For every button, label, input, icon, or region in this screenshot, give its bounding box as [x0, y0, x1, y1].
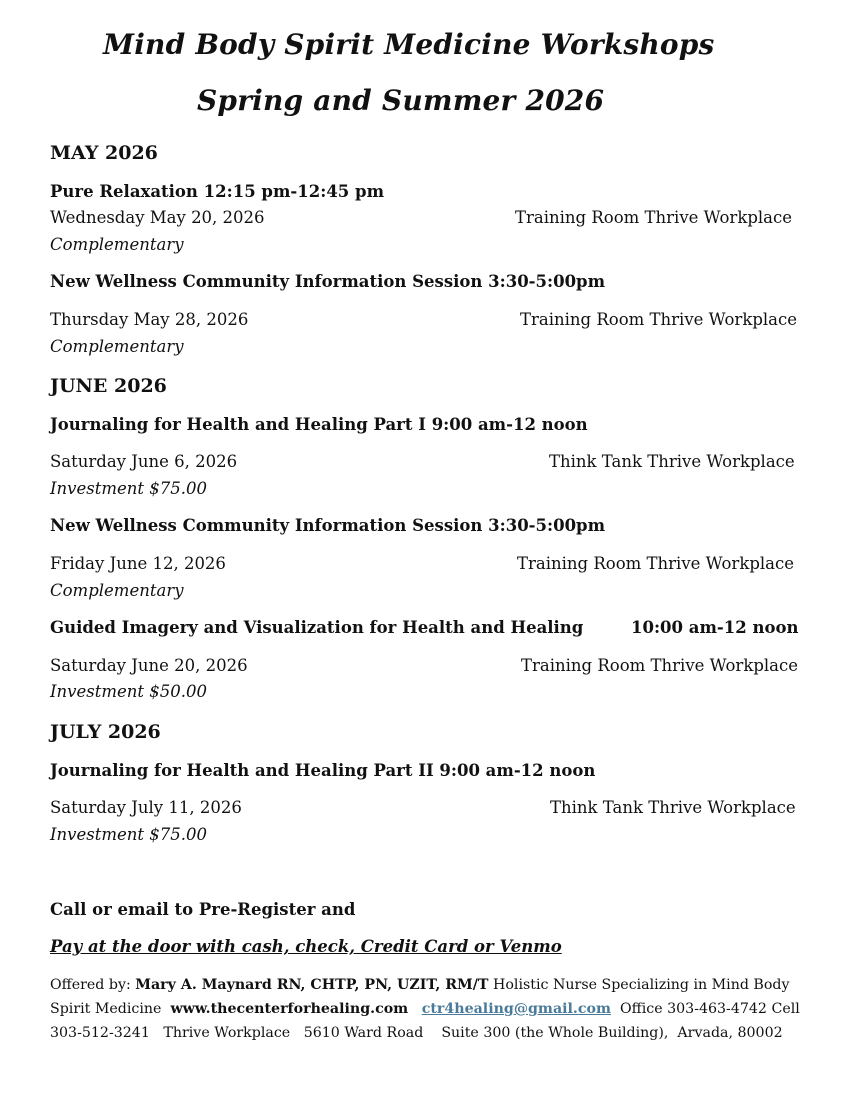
presenter-name: Mary A. Maynard RN, CHTP, PN, UZIT, RM/T — [135, 977, 489, 993]
event-price: Complementary — [50, 337, 184, 356]
event-title: Journaling for Health and Healing Part I 9:00 am-12 noon — [50, 415, 588, 434]
event-price: Investment $75.00 — [50, 479, 207, 498]
website-link[interactable]: www.thecenterforhealing.com — [170, 1001, 409, 1017]
event-title: Journaling for Health and Healing Part II 9:00 am-12 noon — [50, 761, 596, 780]
page-subtitle: Spring and Summer 2026 — [197, 84, 605, 117]
email-link[interactable]: ctr4healing@gmail.com — [421, 1001, 611, 1017]
page-title: Mind Body Spirit Medicine Workshops — [103, 28, 715, 61]
phone-numbers: Office 303-463-4742 Cell 303-512-3241 — [50, 1001, 800, 1041]
payment-note: Pay at the door with cash, check, Credit Card or Venmo — [50, 937, 562, 956]
event-title: Guided Imagery and Visualization for Health and Healing — [50, 618, 584, 637]
event-date: Saturday June 6, 2026 — [50, 452, 238, 471]
month-heading: MAY 2026 — [50, 142, 158, 164]
event-price: Investment $50.00 — [50, 682, 207, 701]
event-location: Training Room Thrive Workplace — [520, 310, 797, 329]
event-location: Think Tank Thrive Workplace — [549, 452, 795, 471]
registration-heading: Call or email to Pre-Register and — [50, 900, 356, 919]
event-date: Thursday May 28, 2026 — [50, 310, 249, 329]
footer-contact — [50, 973, 800, 1045]
presenter-description: Holistic Nurse Specializing in Mind Body Spirit Medicine — [50, 977, 790, 1017]
offered-by-label: Offered by: — [50, 977, 131, 993]
event-title: New Wellness Community Information Session 3:30-5:00pm — [50, 272, 606, 291]
event-price: Complementary — [50, 581, 184, 600]
event-title: Pure Relaxation 12:15 pm-12:45 pm — [50, 182, 385, 201]
event-price: Complementary — [50, 235, 184, 254]
event-location: Training Room Thrive Workplace — [515, 208, 792, 227]
event-date: Saturday June 20, 2026 — [50, 656, 248, 675]
event-price: Investment $75.00 — [50, 825, 207, 844]
month-heading: JUNE 2026 — [50, 375, 167, 397]
event-location: Training Room Thrive Workplace — [517, 554, 794, 573]
address: Thrive Workplace 5610 Ward Road Suite 300 (the Whole Building), Arvada, 80002 — [163, 1025, 783, 1041]
event-date: Friday June 12, 2026 — [50, 554, 226, 573]
event-date: Wednesday May 20, 2026 — [50, 208, 265, 227]
event-time: 10:00 am-12 noon — [631, 618, 799, 637]
event-date: Saturday July 11, 2026 — [50, 798, 242, 817]
event-title: New Wellness Community Information Session 3:30-5:00pm — [50, 516, 606, 535]
event-location: Think Tank Thrive Workplace — [550, 798, 796, 817]
month-heading: JULY 2026 — [50, 721, 161, 743]
event-location: Training Room Thrive Workplace — [521, 656, 798, 675]
